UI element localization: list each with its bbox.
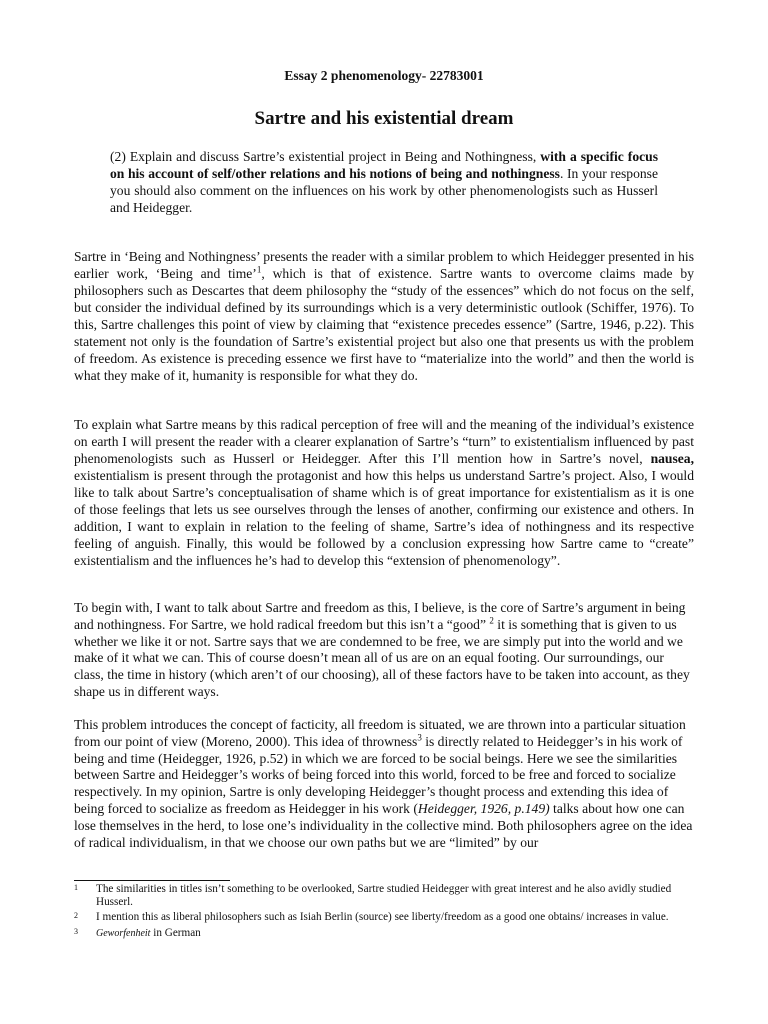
footnotes bbox=[74, 883, 694, 942]
footnote-ref-3: 3 bbox=[417, 732, 422, 743]
footnote-1 bbox=[74, 883, 694, 909]
paragraph-text: existentialism is present through the protagonist and how this helps us understand Sartre’s project. Also, I would like to talk about Sartre’s conceptualisation of shame which is of great importance for existentialism as it is one of those feelings that lets us see ourselves through the lenses of another, confirming our existence and others. In addition, I want to explain in relation to the feeling of shame, Sartre’s idea of nothingness and its respective feeling of anguish. Finally, this would be followed by a conclusion expressing how Sartre came to “create” existentialism and the influences he’s had to develop this “extension of phenomenology”. bbox=[74, 468, 694, 568]
paragraph-2 bbox=[74, 416, 694, 569]
novel-title: nausea, bbox=[650, 451, 694, 466]
footnote-term: Geworfenheit bbox=[96, 927, 151, 939]
footnote-number: 3 bbox=[74, 926, 78, 936]
citation-italic: Heidegger, 1926, p.149) bbox=[417, 800, 550, 816]
paragraph-4 bbox=[74, 717, 694, 851]
footnote-ref-2: 2 bbox=[489, 615, 494, 626]
footnote-text: I mention this as liberal philosophers such as Isiah Berlin (source) see liberty/freedom as a good one obtains/ increases in value. bbox=[96, 911, 669, 924]
footnote-number: 2 bbox=[74, 911, 78, 921]
essay-header: Essay 2 phenomenology- 22783001 bbox=[284, 68, 484, 83]
footnote-number: 1 bbox=[74, 883, 78, 892]
footnote-text: The similarities in titles isn’t something to be overlooked, Sartre studied Heidegger with great interest and he also avidly studied Husserl. bbox=[96, 883, 672, 909]
question-emphasis: with a specific focus on his account of self/other relations and his notions of being and nothingness bbox=[110, 149, 658, 181]
paragraph-1 bbox=[74, 248, 694, 384]
footnote-2 bbox=[74, 911, 694, 924]
question-text: (2) Explain and discuss Sartre’s existential project in Being and Nothingness, bbox=[110, 149, 541, 164]
paragraph-text: Sartre in ‘Being and Nothingness’ presents the reader with a similar problem to which Heidegger presented in his earlier work, ‘Being and time’ bbox=[74, 249, 694, 281]
paragraph-text: , which is that of existence. Sartre wants to overcome claims made by philosophers such as Descartes that deem philosophy the “study of the essences” which do not focus on the self, but consider the individual defined by its surroundings which is a very deterministic outlook (Schiffer, 1976). To this, Sartre challenges this point of view by claiming that “existence precedes essence” (Sartre, 1946, p.22). This statement not only is the foundation of Sartre’s existential project but also one that presents us with the problem of freedom. As existence is preceding essence we first have to “materialize into the world” and then the world is what they make of it, humanity is responsible for what they do. bbox=[74, 266, 695, 383]
footnote-ref-1: 1 bbox=[256, 264, 262, 275]
footnote-separator bbox=[74, 880, 230, 881]
paragraph-text: talks about how one can lose themselves in the herd, to lose one’s individuality in the collective mind. Both philosophers agree on the idea of radical individualism, in that we choose our own paths but we are “limited” by our bbox=[74, 800, 693, 850]
essay-title: Sartre and his existential dream bbox=[254, 108, 514, 129]
paragraph-text: This problem introduces the concept of facticity, all freedom is situated, we are thrown into a particular situation from our point of view (Moreno, 2000). This idea of throwness bbox=[74, 717, 686, 749]
footnote-3 bbox=[74, 927, 694, 940]
paragraph-text: it is something that is given to us whether we like it or not. Sartre says that we are condemned to be free, we are simply put into the world and we make of it what we can. This of course doesn’t mean all of us are on an equal footing. Our surroundings, our class, the time in history (which aren’t of our choosing), all of these factors have to be taken into account, as they shape us in different ways. bbox=[74, 616, 690, 699]
paragraph-text: To begin with, I want to talk about Sartre and freedom as this, I believe, is the core of Sartre’s argument in being and nothingness. For Sartre, we hold radical freedom but this isn’t a “good” bbox=[74, 600, 686, 632]
paragraph-text: To explain what Sartre means by this radical perception of free will and the meaning of the individual’s existence on earth I will present the reader with a clearer explanation of Sartre’s “turn” to existentialism influenced by past phenomenologists such as Husserl or Heidegger. After this I’ll mention how in Sartre’s novel, bbox=[74, 417, 694, 466]
paragraph-3 bbox=[74, 600, 694, 701]
question-text: . In your response you should also comment on the influences on his work by other phenomenologists such as Husserl and Heidegger. bbox=[110, 166, 658, 215]
paragraph-text: is directly related to Heidegger’s in his work of being and time (Heidegger, 1926, p.52) in which we are forced to be social beings. Here we see the similarities between Sartre and Heidegger’s works of being forced into this world, forced to be free and forced to socialize respectively. In my opinion, Sartre is only developing Heidegger’s thought process and extending this idea of being forced to socialize as freedom as Heidegger in his work ( bbox=[74, 733, 683, 816]
essay-question bbox=[110, 148, 658, 216]
footnote-text: in German bbox=[150, 926, 201, 939]
